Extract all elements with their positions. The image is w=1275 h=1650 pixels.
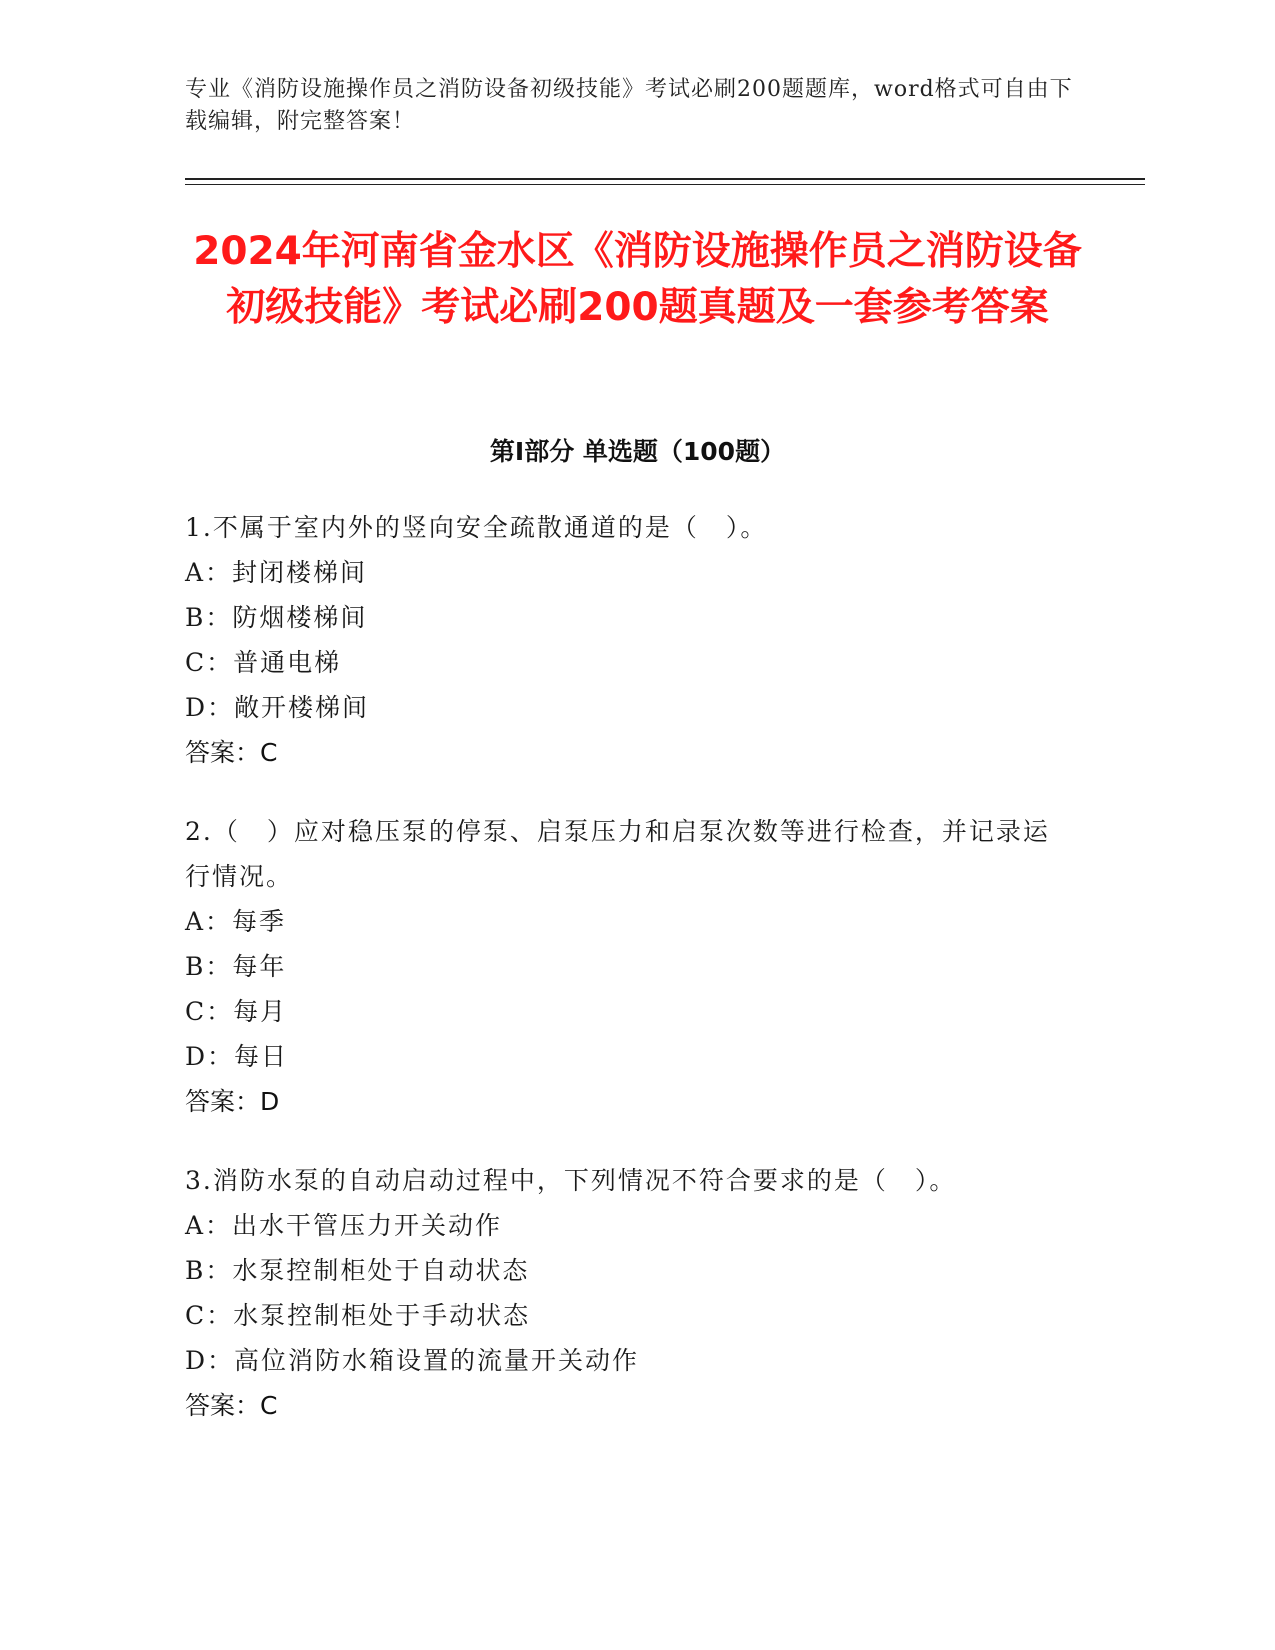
answer: 答案：D xyxy=(185,1087,280,1116)
option-b: B：防烟楼梯间 xyxy=(185,603,368,632)
option-d: D：敞开楼梯间 xyxy=(185,693,370,722)
question-stem: 3.消防水泵的自动启动过程中，下列情况不符合要求的是（ ）。 xyxy=(185,1166,957,1195)
header-note: 专业《消防设施操作员之消防设备初级技能》考试必刷200题题库，word格式可自由下载编辑，附完整答案！ xyxy=(185,77,1073,134)
question-stem: 1.不属于室内外的竖向安全疏散通道的是（ ）。 xyxy=(185,513,768,542)
option-c: C：普通电梯 xyxy=(185,648,342,677)
section-title: 第Ⅰ部分 单选题（100题） xyxy=(489,437,786,466)
option-d: D：每日 xyxy=(185,1042,289,1071)
option-c: C：水泵控制柜处于手动状态 xyxy=(185,1301,531,1330)
document-title: 2024年河南省金水区《消防设施操作员之消防设备初级技能》考试必刷200题真题及一套参考答案 xyxy=(193,229,1082,330)
header-divider xyxy=(185,178,1145,180)
option-a: A：每季 xyxy=(185,907,287,936)
question-1 xyxy=(185,505,1075,775)
option-a: A：出水干管压力开关动作 xyxy=(185,1211,503,1240)
option-a: A：封闭楼梯间 xyxy=(185,558,368,587)
option-b: B：水泵控制柜处于自动状态 xyxy=(185,1256,530,1285)
option-c: C：每月 xyxy=(185,997,288,1026)
option-d: D：高位消防水箱设置的流量开关动作 xyxy=(185,1346,640,1375)
question-3 xyxy=(185,1158,1075,1428)
answer: 答案：C xyxy=(185,1391,278,1420)
question-stem: 2.（ ）应对稳压泵的停泵、启泵压力和启泵次数等进行检查，并记录运行情况。 xyxy=(185,817,1050,891)
header-divider-thin xyxy=(185,184,1145,185)
answer: 答案：C xyxy=(185,738,278,767)
question-2 xyxy=(185,809,1075,1124)
option-b: B：每年 xyxy=(185,952,287,981)
